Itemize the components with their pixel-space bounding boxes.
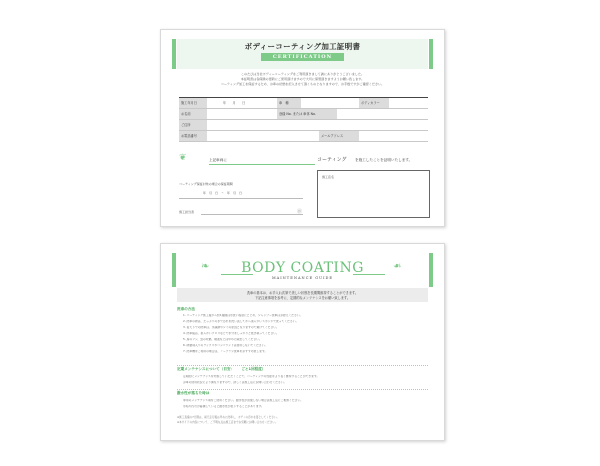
left-flourish-icon: ❧ — [201, 261, 210, 272]
list-item: 2. 洗車の際は、たっぷりの水で汚れを洗い流してから柔らかいスポンジで洗ってください。 — [183, 320, 299, 323]
table-row — [179, 131, 428, 142]
guide-subtitle: MAINTENANCE GUIDE — [271, 276, 334, 280]
guide-title: BODY COATING — [241, 260, 364, 276]
list-item: 3. 炎天下での洗車は、水滴跡やシミの原因となりますので避けてください。 — [183, 326, 279, 329]
list-item: 定期的にメンテナンスを実施していただくことで、コーティングの性能をより長く維持することができます。 — [183, 375, 320, 378]
stamp-box[interactable] — [317, 170, 430, 218]
list-item: 専用のメンテナンス剤をご使用ください。撥水性が回復しない場合は施工店にご相談ください。 — [183, 399, 304, 402]
certificate-subtitle: CERTIFICATION — [272, 54, 333, 60]
staff-underline — [201, 214, 303, 215]
certificate-title: ボディーコーティング加工証明書 — [244, 42, 361, 51]
warranty-dates[interactable]: 年 月 日 〜 年 月 日 — [203, 191, 243, 195]
guide-intro-line-2: 下記注意事項を参考に、定期的なメンテナンスをお願い致します。 — [254, 296, 351, 300]
accent-underline — [209, 164, 225, 165]
list-item: お車の使用状況により異なりますので、詳しくは施工店にお問い合わせください。 — [183, 381, 287, 384]
email-label: メールアドレス — [319, 131, 359, 141]
certificate-card — [160, 29, 445, 227]
right-flourish-icon: ❧ — [393, 261, 402, 272]
intro-line-3: コーティング加工を保証するため、お車の状態を記入させて頂くものとなりますので、お手数ですがご確認ください。 — [220, 82, 385, 86]
vehicle-underline — [225, 164, 315, 165]
warranty-label: コーティング保証対象の場合の保証期間 — [179, 182, 233, 186]
cert-line-right: を施工したことを証明いたします。 — [355, 158, 413, 162]
table-row — [179, 109, 428, 120]
list-item: 4. 洗車後は、柔らかいクロスなどで水分をしっかりと拭き取ってください。 — [183, 332, 279, 335]
info-table — [179, 97, 428, 142]
date-label: 施工年月日 — [179, 98, 207, 108]
flourish-ornament-icon: ❦ — [179, 153, 187, 163]
stamp-box-label: 施工店名 — [322, 175, 335, 179]
list-item: 7. 洗車機をご利用の場合は、ノーブラシ洗車をおすすめ致します。 — [183, 350, 268, 353]
section-divider — [177, 365, 428, 366]
phone-label: お電話番号 — [179, 131, 207, 141]
intro-line-1: このたびは当社ボディーコーティングをご利用頂きまして誠にありがとうございました。 — [240, 72, 365, 76]
table-row — [179, 98, 428, 109]
cert-line-left: 上記車両に — [209, 158, 227, 162]
list-item: 1. コーティング施工後から約1週間は水洗い程度にとどめ、シャンプー洗車はお控えください。 — [183, 314, 303, 317]
maintenance-guide-card — [160, 243, 445, 441]
intro-line-2: 本証明書は各保険の更新にご使用頂けますので大切に保管頂きますようお願い致します。 — [240, 77, 365, 81]
list-item: 5. 鳥のフン、虫の死骸、樹液などは早めに除去してください。 — [183, 338, 262, 341]
date-value[interactable]: 年 月 日 — [223, 101, 246, 105]
cert-line-mid: コーティング — [317, 157, 347, 163]
stamp-mark-icon: ㊞ — [297, 209, 303, 215]
customer-label: お名前 — [179, 109, 207, 119]
plate-label: 登録 No. または 車体 No. — [277, 109, 337, 119]
section-divider — [177, 389, 428, 390]
model-label: 車 種 — [277, 98, 301, 108]
footnote-1: ※施工直後の7日間は、雨天走行後は早めに洗車し、ボディの汚れを落としてください。 — [177, 416, 280, 419]
guide-intro-line-1: 洗車の基本は、お手入れ次第で美しい状態を長期間維持することができます。 — [246, 291, 359, 295]
footnote-2: ※本ガイドの内容について、ご不明な点は施工店までお気軽にお問い合わせください。 — [177, 421, 278, 424]
table-row — [179, 120, 428, 131]
warranty-underline — [179, 198, 303, 199]
address-label: ご住所 — [179, 120, 207, 130]
staff-label: 施工担当者 — [179, 210, 195, 214]
section-washing-title: 洗車の方法 — [177, 307, 195, 311]
body-color-label: ボディカラー — [359, 98, 389, 108]
section-water-repellency-title: 撥水性が落ちた時は — [177, 391, 210, 395]
list-item: 水垢や汚れが蓄積していると撥水性が低下することがあります。 — [183, 405, 264, 408]
list-item: 6. 研磨剤入りのワックスやコンパウンドは使用しないでください。 — [183, 344, 268, 347]
section-maintenance-title: 定期メンテナンスについて（目安： ごと1回程度） — [177, 367, 266, 371]
